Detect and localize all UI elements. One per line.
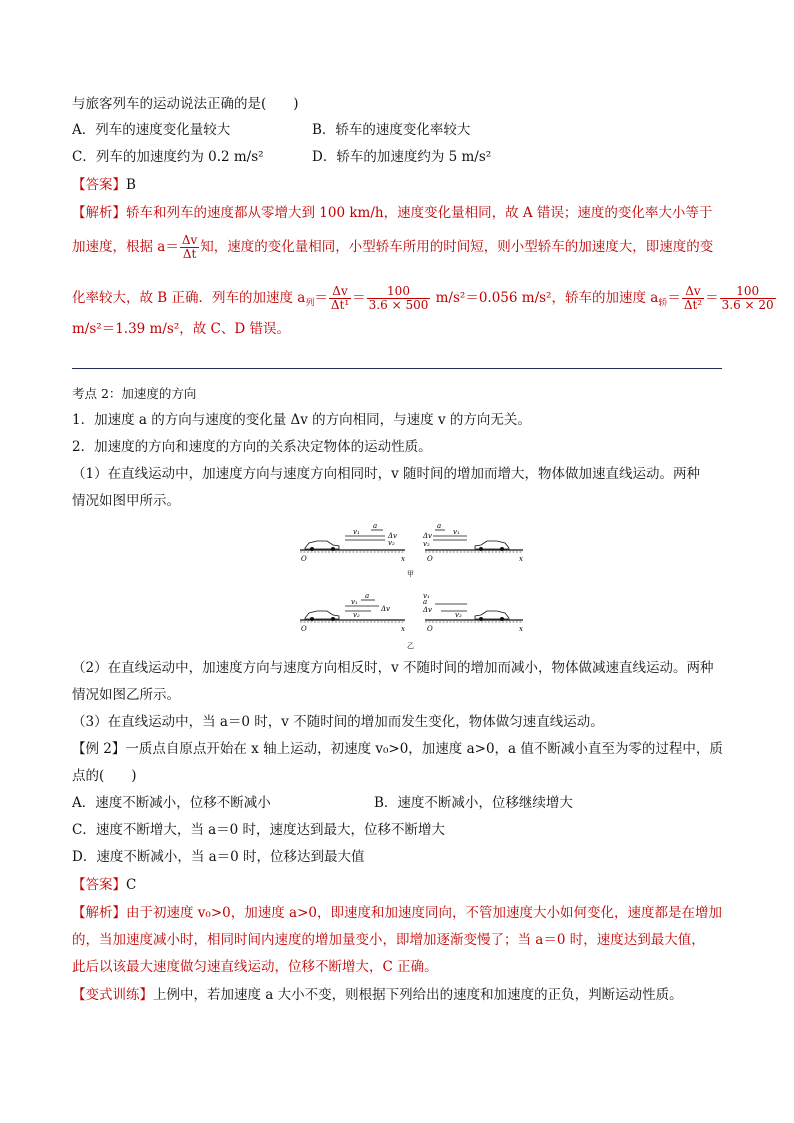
kp2-case-3: （3）在直线运动中，当 a＝0 时，v 不随时间的增加而发生变化，物体做匀速直线运动。 (72, 714, 604, 730)
label-a: a (423, 598, 428, 606)
explanation-label: 【解析】 (72, 905, 126, 921)
fraction-denominator: 3.6 × 20 (721, 298, 774, 312)
example-2-line-1: 【例 2】一质点自原点开始在 x 轴上运动，初速度 v₀>0，加速度 a>0，a 值不断减小直至为零的过程中，质 (72, 741, 723, 757)
label-v2: v₂ (388, 539, 395, 547)
kp2-case-2-line-2: 情况如图乙所示。 (72, 687, 180, 703)
answer-label: 【答案】 (72, 877, 126, 893)
explanation-text: 加速度，根据 a＝ (72, 239, 179, 255)
fraction (180, 234, 199, 261)
equals: ＝ (667, 290, 681, 306)
label-x: x (401, 625, 405, 633)
explanation-text: m/s²＝0.056 m/s²，轿车的加速度 a (431, 290, 659, 306)
explanation-text: 知，速度的变化量相同，小型轿车所用的时间短，则小型轿车的加速度大，即速度的变 (200, 239, 714, 255)
label-dv: Δv (423, 532, 433, 540)
label-origin: O (301, 555, 307, 563)
variant-text: 上例中，若加速度 a 大小不变，则根据下列给出的速度和加速度的正负，判断运动性质。 (153, 987, 683, 1003)
equals: ＝ (352, 290, 366, 306)
fraction-numerator: 100 (367, 285, 431, 299)
fraction-numerator: Δv (329, 285, 351, 299)
label-dv: Δv (423, 606, 433, 614)
answer-value: B (126, 177, 136, 193)
label-v2: v₂ (423, 540, 430, 548)
label-v1: v₁ (351, 598, 358, 606)
figure-label-yi: 乙 (407, 642, 414, 650)
label-a: a (437, 522, 442, 530)
label-v1: v₁ (423, 592, 430, 600)
equals: ＝ (705, 290, 719, 306)
label-dv: Δv (381, 605, 391, 613)
label-v2: v₂ (455, 611, 462, 619)
explanation-2-line-1 (72, 903, 722, 923)
example-2-option-c: C．速度不断增大，当 a＝0 时，速度达到最大，位移不断增大 (72, 822, 446, 838)
label-a: a (373, 522, 378, 530)
label-origin: O (301, 625, 307, 633)
answer-2 (72, 875, 136, 895)
kp2-point-1: 1．加速度 a 的方向与速度的变化量 Δv 的方向相同，与速度 v 的方向无关。 (72, 412, 531, 428)
section-divider (72, 368, 722, 369)
variant-training (72, 985, 683, 1005)
label-dv: Δv (388, 532, 398, 540)
label-v1: v₁ (353, 528, 360, 536)
label-origin: O (427, 555, 433, 563)
question-intro: 与旅客列车的运动说法正确的是( ) (72, 96, 299, 112)
example-2-line-2: 点的( ) (72, 768, 137, 784)
explanation-2-line-3: 此后以该最大速度做匀速直线运动，位移不断增大，C 正确。 (72, 959, 438, 975)
label-a: a (365, 592, 370, 600)
fraction-denominator: 3.6 × 500 (368, 298, 429, 312)
answer-value: C (126, 877, 137, 893)
subscript: 轿 (658, 298, 668, 309)
fraction-denominator: Δt (182, 247, 197, 261)
acceleration-direction-figure (295, 518, 530, 653)
explanation-text: 轿车和列车的速度都从零增大到 100 km/h，速度变化量相同，故 A 错误；速度的变化率大小等于 (126, 205, 713, 221)
subscript: 列 (305, 298, 315, 309)
option-c: C．列车的加速度约为 0.2 m/s² (72, 149, 264, 165)
fraction-numerator: Δv (682, 285, 704, 299)
fraction-denominator: Δt¹ (330, 298, 350, 312)
fraction (720, 285, 776, 312)
answer-1 (72, 175, 136, 195)
kp2-case-1-line-1: （1）在直线运动中，加速度方向与速度方向相同时，v 随时间的增加而增大，物体做加速直线运动。两种 (72, 466, 701, 482)
example-2-option-a: A．速度不断减小，位移不断减小 (72, 795, 271, 811)
label-x: x (401, 555, 405, 563)
explanation-1-line-1 (72, 203, 712, 223)
option-b: B．轿车的速度变化率较大 (312, 122, 471, 138)
label-x: x (519, 625, 523, 633)
kp2-case-1-line-2: 情况如图甲所示。 (72, 493, 180, 509)
figure-label-jia: 甲 (407, 570, 414, 578)
explanation-text: 化率较大，故 B 正确．列车的加速度 a (72, 290, 306, 306)
example-2-option-b: B．速度不断减小，位移继续增大 (374, 795, 573, 811)
fraction (682, 285, 704, 312)
car-right-bottom (422, 592, 523, 633)
answer-label: 【答案】 (72, 177, 126, 193)
explanation-text: 由于初速度 v₀>0，加速度 a>0，即速度和加速度同向，不管加速度大小如何变化，速度都是在增加 (126, 905, 722, 921)
car-right-top (422, 522, 523, 563)
explanation-label: 【解析】 (72, 205, 126, 221)
variant-label: 【变式训练】 (72, 987, 153, 1003)
label-v2: v₂ (353, 611, 360, 619)
kp2-title: 考点 2：加速度的方向 (72, 386, 197, 401)
fraction (329, 285, 351, 312)
explanation-1-line-4: m/s²＝1.39 m/s²，故 C、D 错误。 (72, 321, 290, 337)
kp2-case-2-line-1: （2）在直线运动中，加速度方向与速度方向相反时，v 不随时间的增加而减小，物体做减速直线运动。两种 (72, 660, 714, 676)
explanation-1-line-2 (72, 234, 713, 261)
example-2-option-d: D．速度不断减小，当 a＝0 时，位移达到最大值 (72, 849, 365, 865)
kp2-point-2: 2．加速度的方向和速度的方向的关系决定物体的运动性质。 (72, 439, 432, 455)
explanation-2-line-2: 的，当加速度减小时，相同时间内速度的增加量变小，即增加逐渐变慢了；当 a＝0 时，速度达到最大值， (72, 932, 705, 948)
label-origin: O (427, 625, 433, 633)
option-d: D．轿车的加速度约为 5 m/s² (312, 149, 492, 165)
car-left-top (300, 522, 405, 563)
fraction (367, 285, 431, 312)
label-v1: v₁ (453, 528, 460, 536)
fraction-numerator: Δv (181, 233, 198, 247)
car-left-bottom (300, 592, 405, 633)
explanation-1-line-3 (72, 285, 777, 314)
option-a: A．列车的速度变化量较大 (72, 122, 231, 138)
equals: ＝ (314, 290, 328, 306)
label-x: x (519, 555, 523, 563)
fraction-denominator: Δt² (683, 298, 703, 312)
fraction-numerator: 100 (720, 285, 776, 299)
